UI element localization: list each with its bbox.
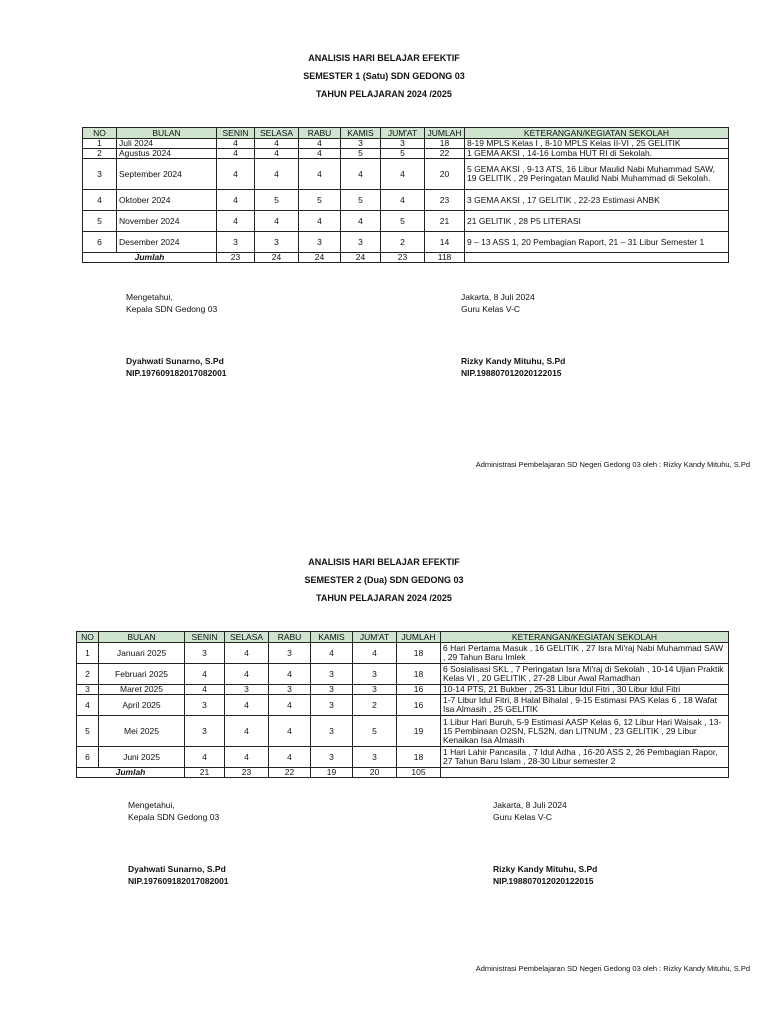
sem2-title: ANALISIS HARI BELAJAR EFEKTIF <box>308 557 460 567</box>
cell-rabu: 4 <box>299 149 341 159</box>
cell-kamis: 3 <box>311 716 353 747</box>
cell-selasa: 3 <box>255 232 299 253</box>
sign-right-name: Rizky Kandy Mituhu, S.Pd <box>461 356 566 366</box>
cell-jumat: 2 <box>381 232 425 253</box>
cell-jumat: 3 <box>353 747 397 768</box>
col-jumat: JUM'AT <box>381 128 425 139</box>
table-row <box>77 664 729 685</box>
col-rabu: RABU <box>269 632 311 643</box>
sem2-sign-left <box>128 799 219 823</box>
cell-kamis: 4 <box>341 211 381 232</box>
cell-jumat: 5 <box>353 716 397 747</box>
sign-left-line1: Mengetahui, <box>128 800 175 810</box>
sem1-sign-left <box>126 291 217 315</box>
cell-jumat: 5 <box>381 211 425 232</box>
total-keterangan <box>441 768 729 778</box>
cell-kamis: 3 <box>311 664 353 685</box>
total-rabu: 24 <box>299 253 341 263</box>
sign-left-line1: Mengetahui, <box>126 292 173 302</box>
sign-right-line2: Guru Kelas V-C <box>493 812 553 822</box>
cell-senin: 3 <box>185 643 225 664</box>
cell-no: 5 <box>77 716 99 747</box>
cell-senin: 4 <box>217 149 255 159</box>
cell-kamis: 3 <box>311 747 353 768</box>
cell-no: 1 <box>83 139 117 149</box>
cell-no: 1 <box>77 643 99 664</box>
cell-no: 2 <box>83 149 117 159</box>
col-rabu: RABU <box>299 128 341 139</box>
cell-rabu: 5 <box>299 190 341 211</box>
cell-rabu: 3 <box>269 685 311 695</box>
cell-jumlah: 18 <box>397 643 441 664</box>
sign-right-nip: NIP.198807012020122015 <box>461 368 562 378</box>
sem2-table-header <box>77 632 729 643</box>
cell-bulan: Oktober 2024 <box>117 190 217 211</box>
cell-keterangan: 5 GEMA AKSI , 9-13 ATS, 16 Libur Maulid Nabi Muhammad SAW, 19 GELITIK , 29 Peringatan Maulid Nabi Muhammad di Sekolah. <box>465 159 729 190</box>
table-row <box>77 685 729 695</box>
cell-keterangan: 9 – 13 ASS 1, 20 Pembagian Raport, 21 – 31 Libur Semester 1 <box>465 232 729 253</box>
cell-selasa: 5 <box>255 190 299 211</box>
sign-left-line2: Kepala SDN Gedong 03 <box>128 812 220 822</box>
table-row <box>83 159 729 190</box>
sem2-table-body <box>77 643 729 778</box>
cell-keterangan: 1-7 Libur Idul Fitri, 8 Halal Bihalal , 9-15 Estimasi PAS Kelas 6 , 18 Wafat Isa Almasih , 25 GELITIK <box>441 695 729 716</box>
cell-kamis: 4 <box>311 643 353 664</box>
cell-bulan: April 2025 <box>99 695 185 716</box>
total-row <box>77 768 729 778</box>
table-row <box>77 716 729 747</box>
cell-senin: 4 <box>185 747 225 768</box>
sign-left-nip: NIP.197609182017082001 <box>126 368 227 378</box>
cell-selasa: 4 <box>255 149 299 159</box>
total-jumlah: 118 <box>425 253 465 263</box>
table-row <box>83 211 729 232</box>
cell-jumlah: 18 <box>397 664 441 685</box>
cell-jumlah: 16 <box>397 695 441 716</box>
cell-no: 6 <box>83 232 117 253</box>
cell-senin: 4 <box>185 664 225 685</box>
sign-left-nip: NIP.197609182017082001 <box>128 876 229 886</box>
cell-senin: 4 <box>217 139 255 149</box>
col-kamis: KAMIS <box>341 128 381 139</box>
cell-jumat: 4 <box>353 643 397 664</box>
cell-jumlah: 22 <box>425 149 465 159</box>
cell-selasa: 4 <box>225 664 269 685</box>
total-senin: 21 <box>185 768 225 778</box>
col-no: NO <box>77 632 99 643</box>
col-senin: SENIN <box>185 632 225 643</box>
cell-kamis: 3 <box>341 139 381 149</box>
sem1-subtitle: SEMESTER 1 (Satu) SDN GEDONG 03 <box>303 71 465 81</box>
cell-jumlah: 14 <box>425 232 465 253</box>
cell-keterangan: 3 GEMA AKSI , 17 GELITIK , 22-23 Estimasi ANBK <box>465 190 729 211</box>
cell-jumat: 4 <box>381 190 425 211</box>
cell-kamis: 3 <box>311 695 353 716</box>
sem2-table <box>76 631 729 778</box>
col-bulan: BULAN <box>99 632 185 643</box>
cell-jumat: 4 <box>381 159 425 190</box>
cell-keterangan: 6 Sosialisasi SKL , 7 Peringatan Isra Mi'raj di Sekolah , 10-14 Ujian Praktik Kelas VI , 20 GELITIK , 27-28 Libur Awal Ramadhan <box>441 664 729 685</box>
col-jumlah: JUMLAH <box>425 128 465 139</box>
cell-keterangan: 1 GEMA AKSI , 14-16 Lomba HUT RI di Sekolah. <box>465 149 729 159</box>
cell-senin: 3 <box>185 695 225 716</box>
sign-left-name: Dyahwati Sunarno, S.Pd <box>126 356 224 366</box>
col-no: NO <box>83 128 117 139</box>
cell-rabu: 4 <box>269 664 311 685</box>
col-jumlah: JUMLAH <box>397 632 441 643</box>
total-jumat: 20 <box>353 768 397 778</box>
sign-right-nip: NIP.198807012020122015 <box>493 876 594 886</box>
sem2-subtitle: SEMESTER 2 (Dua) SDN GEDONG 03 <box>304 575 464 585</box>
cell-no: 3 <box>83 159 117 190</box>
cell-no: 5 <box>83 211 117 232</box>
cell-jumlah: 19 <box>397 716 441 747</box>
total-senin: 23 <box>217 253 255 263</box>
cell-selasa: 4 <box>225 695 269 716</box>
cell-selasa: 4 <box>225 716 269 747</box>
col-selasa: SELASA <box>255 128 299 139</box>
cell-senin: 3 <box>217 232 255 253</box>
cell-bulan: Juli 2024 <box>117 139 217 149</box>
total-kamis: 19 <box>311 768 353 778</box>
cell-no: 3 <box>77 685 99 695</box>
sem1-sign-right-name <box>461 355 565 379</box>
cell-bulan: November 2024 <box>117 211 217 232</box>
cell-jumat: 3 <box>381 139 425 149</box>
cell-selasa: 4 <box>255 159 299 190</box>
cell-bulan: Maret 2025 <box>99 685 185 695</box>
cell-selasa: 4 <box>255 139 299 149</box>
total-row <box>83 253 729 263</box>
sem1-table-body <box>83 139 729 263</box>
sem1-table <box>82 127 729 263</box>
sign-right-name: Rizky Kandy Mituhu, S.Pd <box>493 864 598 874</box>
cell-keterangan: 8-19 MPLS Kelas I , 8-10 MPLS Kelas II-VI , 25 GELITIK <box>465 139 729 149</box>
sem2-year: TAHUN PELAJARAN 2024 /2025 <box>316 593 452 603</box>
total-selasa: 24 <box>255 253 299 263</box>
cell-jumat: 2 <box>353 695 397 716</box>
cell-keterangan: 1 Hari Lahir Pancasila , 7 Idul Adha , 16-20 ASS 2, 26 Pembagian Rapor, 27 Tahun Baru Islam , 28-30 Libur semester 2 <box>441 747 729 768</box>
table-row <box>83 232 729 253</box>
sem2-sign-right-name <box>493 863 597 887</box>
cell-keterangan: 6 Hari Pertama Masuk , 16 GELITIK , 27 Isra Mi'raj Nabi Muhammad SAW , 29 Tahun Baru Imlek <box>441 643 729 664</box>
cell-no: 4 <box>83 190 117 211</box>
cell-rabu: 3 <box>269 643 311 664</box>
cell-senin: 3 <box>185 716 225 747</box>
cell-keterangan: 21 GELITIK , 28 P5 LITERASI <box>465 211 729 232</box>
table-row <box>83 190 729 211</box>
cell-no: 2 <box>77 664 99 685</box>
sign-left-line2: Kepala SDN Gedong 03 <box>126 304 218 314</box>
cell-senin: 4 <box>217 190 255 211</box>
cell-rabu: 4 <box>269 695 311 716</box>
col-keterangan: KETERANGAN/KEGIATAN SEKOLAH <box>465 128 729 139</box>
total-jumat: 23 <box>381 253 425 263</box>
cell-senin: 4 <box>217 159 255 190</box>
total-jumlah: 105 <box>397 768 441 778</box>
total-selasa: 23 <box>225 768 269 778</box>
sem2-sign-left-name <box>128 863 229 887</box>
cell-bulan: Mei 2025 <box>99 716 185 747</box>
sem1-year: TAHUN PELAJARAN 2024 /2025 <box>316 89 452 99</box>
cell-jumat: 5 <box>381 149 425 159</box>
cell-selasa: 3 <box>225 685 269 695</box>
sign-right-line2: Guru Kelas V-C <box>461 304 521 314</box>
cell-senin: 4 <box>217 211 255 232</box>
cell-kamis: 5 <box>341 149 381 159</box>
table-row <box>83 139 729 149</box>
sem1-sign-left-name <box>126 355 227 379</box>
sem1-table-header <box>83 128 729 139</box>
table-row <box>77 695 729 716</box>
table-row <box>83 149 729 159</box>
cell-jumlah: 21 <box>425 211 465 232</box>
sign-left-name: Dyahwati Sunarno, S.Pd <box>128 864 226 874</box>
col-bulan: BULAN <box>117 128 217 139</box>
cell-rabu: 4 <box>299 211 341 232</box>
cell-jumat: 3 <box>353 664 397 685</box>
sign-right-line1: Jakarta, 8 Juli 2024 <box>461 292 535 302</box>
cell-rabu: 4 <box>269 716 311 747</box>
sign-right-line1: Jakarta, 8 Juli 2024 <box>493 800 567 810</box>
total-label: Jumlah <box>77 768 185 778</box>
col-keterangan: KETERANGAN/KEGIATAN SEKOLAH <box>441 632 729 643</box>
cell-rabu: 4 <box>299 139 341 149</box>
cell-selasa: 4 <box>255 211 299 232</box>
cell-rabu: 4 <box>299 159 341 190</box>
col-jumat: JUM'AT <box>353 632 397 643</box>
cell-jumlah: 20 <box>425 159 465 190</box>
cell-rabu: 3 <box>299 232 341 253</box>
cell-bulan: Agustus 2024 <box>117 149 217 159</box>
col-senin: SENIN <box>217 128 255 139</box>
cell-rabu: 4 <box>269 747 311 768</box>
total-label: Jumlah <box>83 253 217 263</box>
sem2-sign-right <box>493 799 567 823</box>
cell-bulan: Januari 2025 <box>99 643 185 664</box>
total-rabu: 22 <box>269 768 311 778</box>
sem1-sign-right <box>461 291 535 315</box>
cell-selasa: 4 <box>225 643 269 664</box>
cell-no: 6 <box>77 747 99 768</box>
col-kamis: KAMIS <box>311 632 353 643</box>
cell-jumlah: 16 <box>397 685 441 695</box>
cell-kamis: 5 <box>341 190 381 211</box>
sem1-title: ANALISIS HARI BELAJAR EFEKTIF <box>308 53 460 63</box>
cell-selasa: 4 <box>225 747 269 768</box>
cell-bulan: Februari 2025 <box>99 664 185 685</box>
cell-jumat: 3 <box>353 685 397 695</box>
cell-jumlah: 23 <box>425 190 465 211</box>
table-row <box>77 643 729 664</box>
sem1-footer: Administrasi Pembelajaran SD Negeri Gedong 03 oleh : Rizky Kandy Mituhu, S.Pd <box>475 460 750 469</box>
cell-no: 4 <box>77 695 99 716</box>
total-kamis: 24 <box>341 253 381 263</box>
cell-bulan: September 2024 <box>117 159 217 190</box>
cell-bulan: Juni 2025 <box>99 747 185 768</box>
cell-senin: 4 <box>185 685 225 695</box>
cell-kamis: 4 <box>341 159 381 190</box>
col-selasa: SELASA <box>225 632 269 643</box>
cell-keterangan: 1 Libur Hari Buruh, 5-9 Estimasi AASP Kelas 6, 12 Libur Hari Waisak , 13-15 Pembinaan O2SN, FLS2N, dan LITNUM , 23 GELITIK , 29 Libur Kenaikan Isa Almasih <box>441 716 729 747</box>
cell-jumlah: 18 <box>425 139 465 149</box>
sem2-footer: Administrasi Pembelajaran SD Negeri Gedong 03 oleh : Rizky Kandy Mituhu, S.Pd <box>475 964 750 973</box>
cell-bulan: Desember 2024 <box>117 232 217 253</box>
cell-kamis: 3 <box>341 232 381 253</box>
total-keterangan <box>465 253 729 263</box>
cell-kamis: 3 <box>311 685 353 695</box>
cell-jumlah: 18 <box>397 747 441 768</box>
table-row <box>77 747 729 768</box>
cell-keterangan: 10-14 PTS, 21 Bukber , 25-31 Libur Idul Fitri , 30 Libur Idul Fitri <box>441 685 729 695</box>
